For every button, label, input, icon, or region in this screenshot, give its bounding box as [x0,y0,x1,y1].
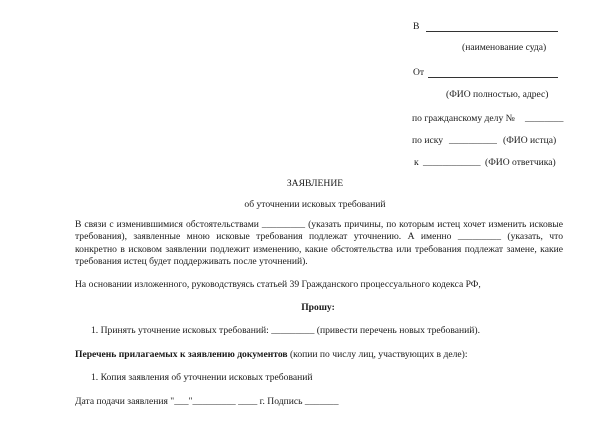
basis-paragraph: На основании изложенного, руководствуясь статьей 39 Гражданского процессуального кодекса РФ, [75,279,481,290]
attachments-heading [75,349,468,361]
to-prefix: В [413,21,420,32]
court-note: (наименование суда) [462,42,547,53]
claim-blank: __________ [449,135,497,146]
attachment-item: 1. Копия заявления об уточнении исковых требований [91,372,313,383]
case-blank: ________ [525,113,564,124]
attachments-heading-bold: Перечень прилагаемых к заявлению документов [75,349,288,360]
court-line [426,31,558,32]
applicant-line [428,77,558,78]
respondent-blank: ____________ [423,157,481,168]
case-label: по гражданскому делу № [412,113,515,124]
respondent-note: (ФИО ответчика) [485,157,556,168]
request-heading: Прошу: [301,302,335,313]
submission-footer: Дата подачи заявления "___"_________ ____ г. Подпись _______ [75,396,339,407]
request-item: 1. Принять уточнение исковых требований: _________ (привести перечень новых требований). [91,325,481,336]
document-title: ЗАЯВЛЕНИЕ [286,178,344,189]
claim-label: по иску [412,135,444,146]
document-subtitle: об уточнении исковых требований [244,199,386,210]
applicant-note: (ФИО полностью, адрес) [446,89,549,100]
from-prefix: От [413,67,425,78]
respondent-prefix: к [414,157,419,168]
reason-paragraph: В связи с изменившимися обстоятельствами _________ (указать причины, по которым истец хочет изменить исковые требования), заявленные мною исковые требования подлежат уточнению. А именно _________ (указать, что конкретно в исковом заявлении подлежит изменению, какие обстоятельства или требования подлежат замене, какие требования истец будет поддерживать после уточнений). [75,219,563,268]
claimant-note: (ФИО истца) [503,135,557,146]
attachments-heading-rest: (копии по числу лиц, участвующих в деле): [287,349,468,360]
